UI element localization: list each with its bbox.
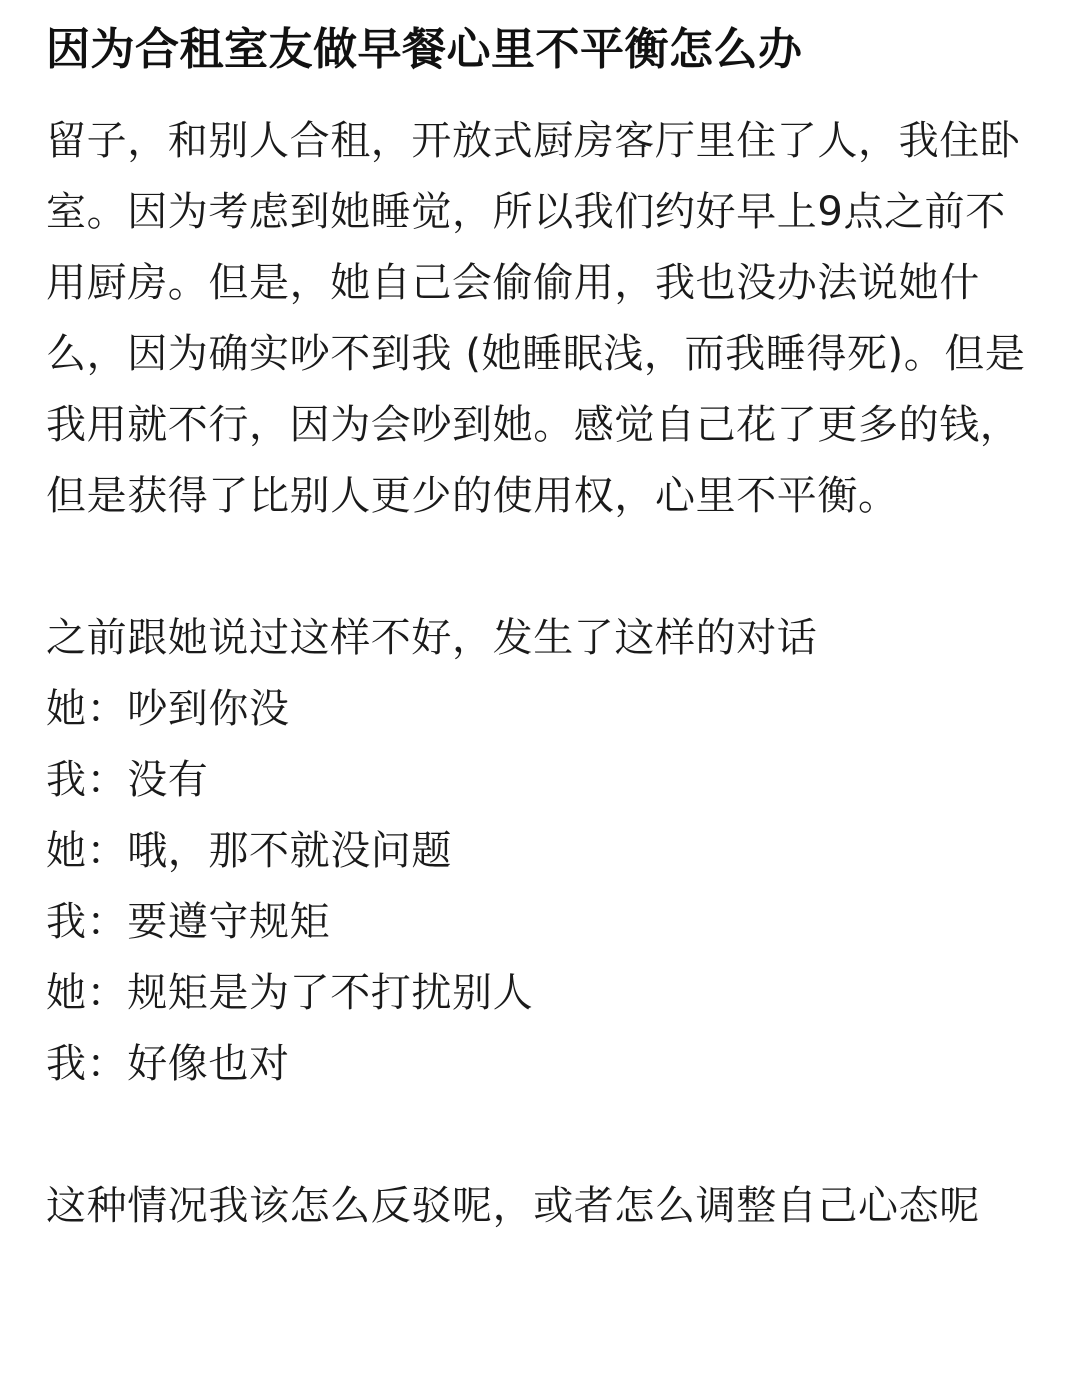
dialogue-intro: 之前跟她说过这样不好，发生了这样的对话 [46, 615, 818, 661]
dialogue-line: 我：好像也对 [46, 1041, 290, 1087]
body-paragraph-situation: 留子，和别人合租，开放式厨房客厅里住了人，我住卧室。因为考虑到她睡觉，所以我们约好早上9点之前不用厨房。但是，她自己会偷偷用，我也没办法说她什么，因为确实吵不到我 (她睡眠浅，而我睡得死)。但是我用就不行，因为会吵到她。感觉自己花了更多的钱，但是获得了比别人更少的使用权，心里不平衡。 [46, 118, 1026, 519]
dialogue-list [46, 674, 1046, 1100]
dialogue-line: 她：规矩是为了不打扰别人 [46, 970, 534, 1016]
post-title: 因为合租室友做早餐心里不平衡怎么办 [46, 24, 803, 75]
post-body [46, 106, 1046, 1242]
dialogue-line: 我：要遵守规矩 [46, 899, 331, 945]
dialogue-line: 她：哦，那不就没问题 [46, 828, 452, 874]
closing-question: 这种情况我该怎么反驳呢，或者怎么调整自己心态呢 [46, 1183, 980, 1229]
paragraph-spacer [46, 532, 1046, 603]
post-container [46, 22, 1046, 1242]
dialogue-line: 她：吵到你没 [46, 686, 290, 732]
paragraph-spacer [46, 1100, 1046, 1171]
dialogue-line: 我：没有 [46, 757, 209, 803]
